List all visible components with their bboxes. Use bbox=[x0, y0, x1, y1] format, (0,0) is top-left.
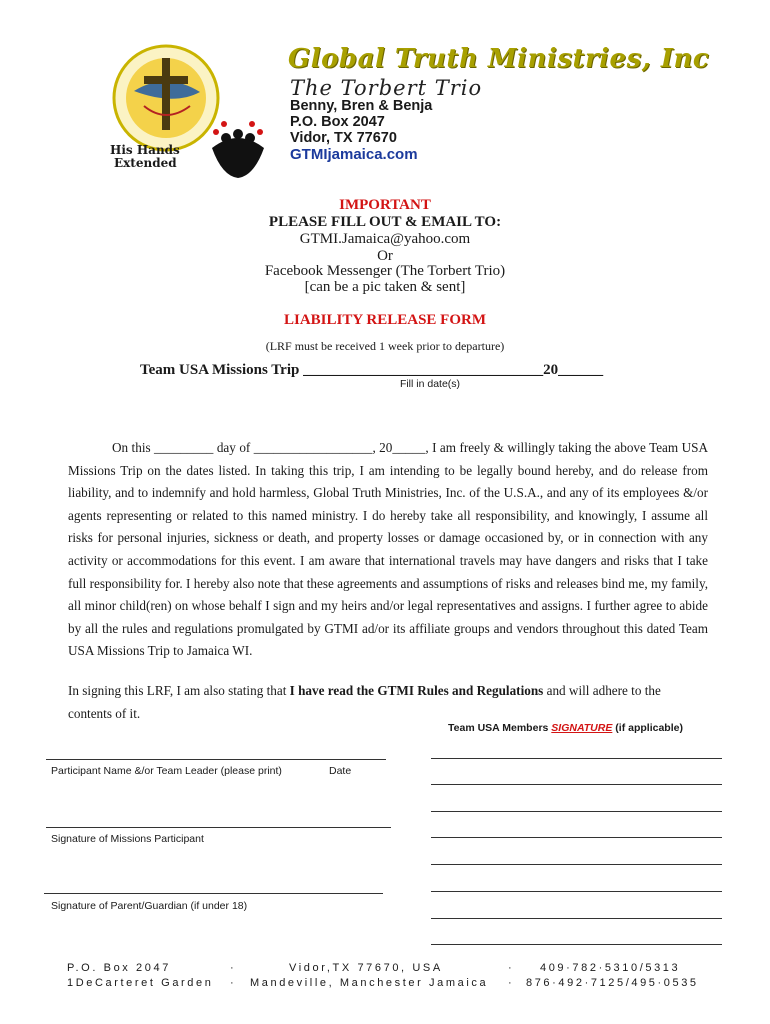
members-heading-signature: SIGNATURE bbox=[551, 722, 613, 734]
member-signature-line[interactable] bbox=[431, 784, 722, 785]
footer-us-address: P.O. Box 2047 bbox=[67, 962, 171, 974]
footer-separator: · bbox=[508, 962, 515, 974]
website-link[interactable]: GTMIjamaica.com bbox=[290, 146, 418, 163]
participant-name-label: Participant Name &/or Team Leader (please print) bbox=[51, 765, 282, 777]
footer-jm-phone: 876·492·7125/495·0535 bbox=[526, 977, 699, 989]
members-signature-heading bbox=[448, 722, 683, 734]
lrf-deadline-note: (LRF must be received 1 week prior to departure) bbox=[265, 339, 505, 353]
svg-text:Extended: Extended bbox=[114, 156, 177, 170]
member-signature-line[interactable] bbox=[431, 891, 722, 892]
footer-separator: · bbox=[230, 962, 237, 974]
trip-date-field[interactable]: Team USA Missions Trip ________________________________20______ bbox=[140, 362, 604, 378]
letterhead-members: Benny, Bren & Benja bbox=[290, 98, 433, 114]
participant-name-line[interactable] bbox=[46, 759, 386, 760]
release-paragraph: On this _________ day of __________________, 20_____, I am freely & willingly taking the above Team USA Missions Trip on the dates listed. In taking this trip, I am intending to be legally bound hereby, and do release from liability, and to indemnify and hold harmless, Global Truth Ministries, Inc. of the U.S.A., and any of its employees &/or agents representing or related to this named ministry. I do hereby take all responsibility, and knowingly, I assume all risks for personal injuries, sickness or death, and property losses or damage occasioned by, or in connection with any activity or accommodations for this event. I am aware that international travels may have dangers and risks that I take full responsibility for. I hereby also note that these agreements and assumptions of risks and releases bind me, my family, all minor child(ren) on whose behalf I sign and my heirs and/or legal representatives and assigns. I further agree to abide by all the rules and regulations promulgated by GTMI ad/or its affiliate groups and vendors throughout this dated Team USA Missions Trip to Jamaica WI. bbox=[68, 440, 708, 659]
trio-name: The Torbert Trio bbox=[290, 76, 483, 100]
email-address[interactable]: GTMI.Jamaica@yahoo.com bbox=[299, 231, 471, 247]
org-name: Global Truth Ministries, Inc bbox=[288, 44, 710, 74]
signing-statement bbox=[68, 680, 708, 725]
member-signature-line[interactable] bbox=[431, 944, 722, 945]
footer-us-city: Vidor,TX 77670, USA bbox=[289, 962, 443, 974]
member-signature-line[interactable] bbox=[431, 864, 722, 865]
members-heading-suffix: (if applicable) bbox=[612, 722, 683, 734]
date-label: Date bbox=[329, 765, 352, 777]
signing-text-post: and will adhere to the contents of it. bbox=[68, 683, 661, 721]
member-signature-line[interactable] bbox=[431, 758, 722, 759]
pic-note: [can be a pic taken & sent] bbox=[304, 279, 466, 295]
footer-us-phone: 409·782·5310/5313 bbox=[540, 962, 681, 974]
or-label: Or bbox=[377, 248, 393, 264]
signing-text-bold: I have read the GTMI Rules and Regulations bbox=[289, 683, 544, 698]
parent-signature-label: Signature of Parent/Guardian (if under 18) bbox=[51, 900, 248, 912]
member-signature-line[interactable] bbox=[431, 918, 722, 919]
footer-jm-address: 1DeCarteret Garden bbox=[67, 977, 214, 989]
participant-signature-label: Signature of Missions Participant bbox=[51, 833, 204, 845]
signing-text-pre: In signing this LRF, I am also stating that bbox=[68, 683, 290, 698]
fill-date-hint: Fill in date(s) bbox=[399, 378, 461, 390]
member-signature-line[interactable] bbox=[431, 837, 722, 838]
footer-separator: · bbox=[508, 977, 515, 989]
footer-jm-city: Mandeville, Manchester Jamaica bbox=[250, 977, 489, 989]
letterhead-city: Vidor, TX 77670 bbox=[290, 130, 397, 146]
fill-out-instruction: PLEASE FILL OUT & EMAIL TO: bbox=[268, 214, 502, 230]
members-heading-prefix: Team USA Members bbox=[448, 722, 552, 734]
form-title: LIABILITY RELEASE FORM bbox=[284, 312, 486, 328]
important-heading: IMPORTANT bbox=[339, 197, 431, 213]
parent-signature-line[interactable] bbox=[44, 893, 383, 894]
participant-signature-line[interactable] bbox=[46, 827, 391, 828]
footer-separator: · bbox=[230, 977, 237, 989]
letterhead-po-box: P.O. Box 2047 bbox=[290, 114, 385, 130]
member-signature-line[interactable] bbox=[431, 811, 722, 812]
messenger-note: Facebook Messenger (The Torbert Trio) bbox=[264, 263, 506, 279]
release-statement bbox=[68, 437, 708, 663]
ministry-logo bbox=[104, 36, 282, 180]
svg-text:His Hands: His Hands bbox=[110, 143, 180, 157]
